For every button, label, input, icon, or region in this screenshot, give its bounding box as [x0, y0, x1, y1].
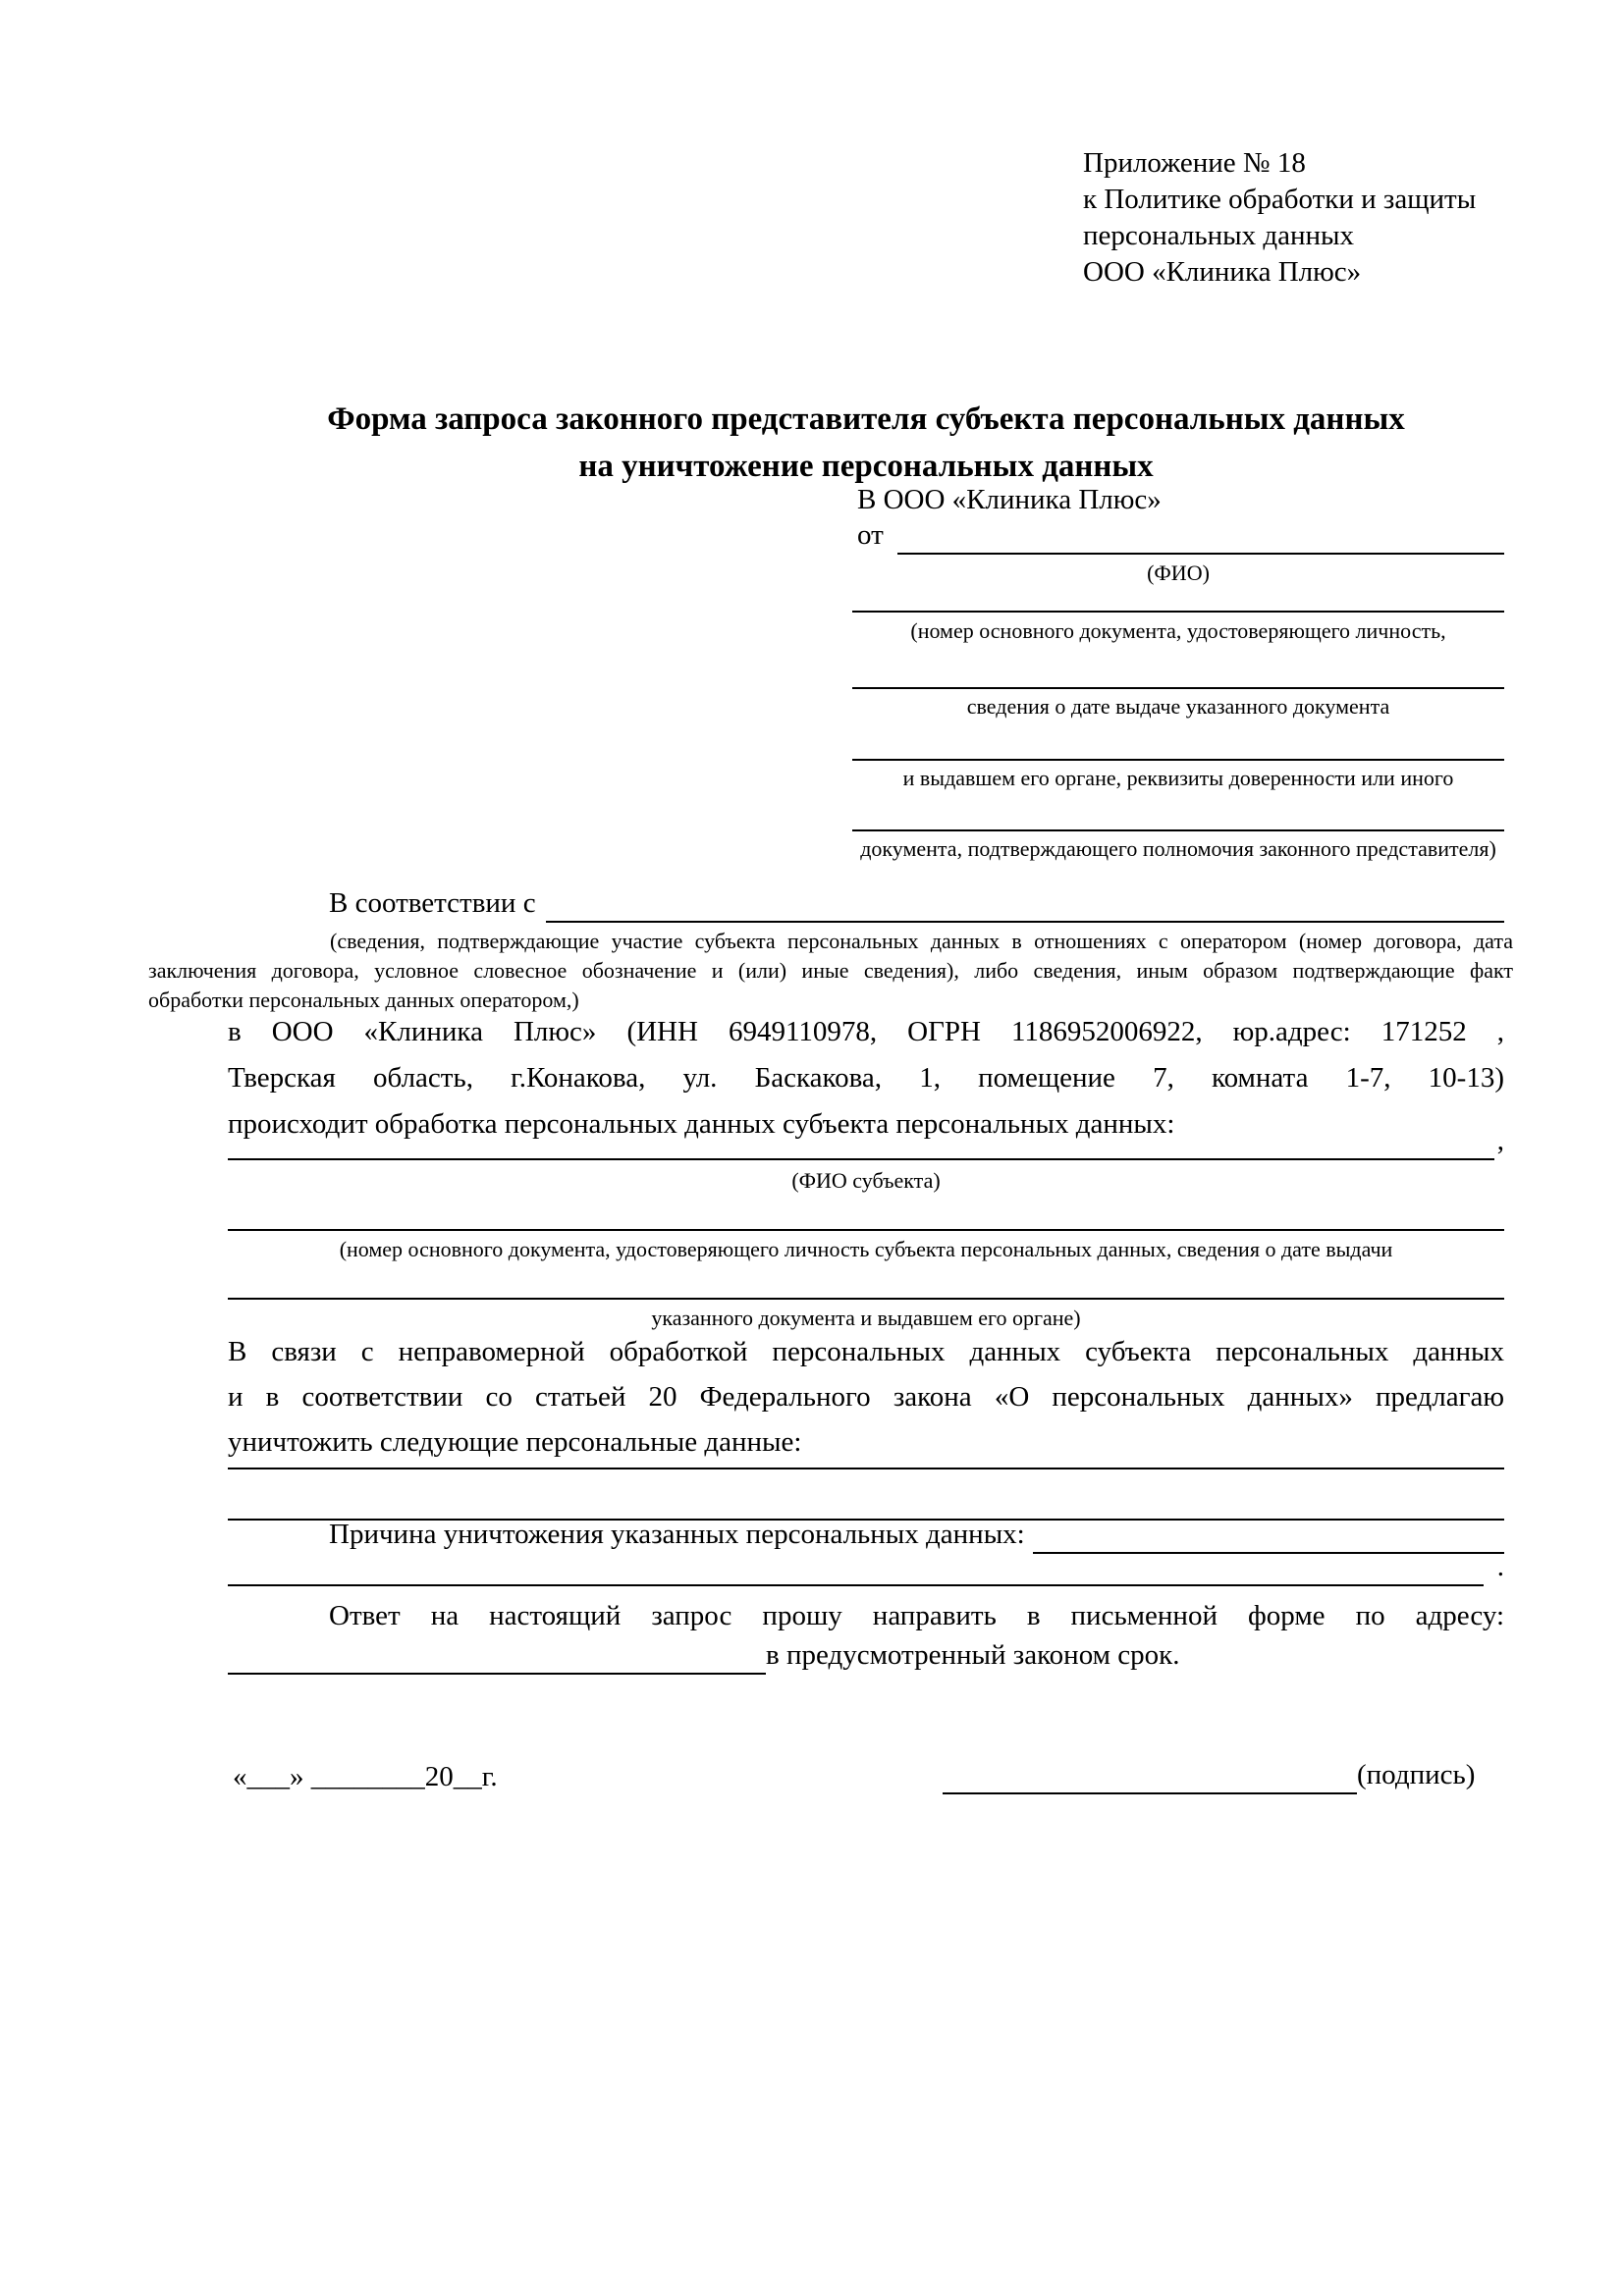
from-field [857, 519, 1504, 555]
demand-paragraph-line3: уничтожить следующие персональные данные: [228, 1426, 802, 1458]
blank-line-issuing-authority [852, 729, 1504, 761]
response-intro: Ответ на настоящий запрос прошу направить в письменной форме по адресу: [329, 1600, 1504, 1631]
issuing-authority-caption: и выдавшем его органе, реквизиты доверенности или иного [902, 766, 1454, 790]
reason-field [228, 1519, 1504, 1554]
subject-fio-comma: , [1496, 1125, 1504, 1157]
appendix-header [1083, 145, 1476, 291]
subject-doc-blank-line2 [228, 1268, 1504, 1300]
blank-line-issue-date [852, 658, 1504, 689]
appendix-header-line4: ООО «Клиника Плюс» [1083, 256, 1362, 288]
accordance-note-line3: обработки персональных данных оператором,) [148, 988, 579, 1012]
reason-blank-line [1033, 1552, 1504, 1554]
accordance-note-line2: заключения договора, условное словесное обозначение и (или) иные сведения), либо сведения, иным образом подтверждающие факт [148, 958, 1513, 983]
form-title [228, 396, 1504, 490]
appendix-header-line3: персональных данных [1083, 220, 1355, 251]
subject-fio-field [228, 1125, 1504, 1160]
reason-label: Причина уничтожения указанных персональных данных: [329, 1519, 1025, 1551]
data-to-destroy-blank-line1 [228, 1438, 1504, 1469]
response-address-blank-line [228, 1639, 766, 1675]
accordance-blank-line [546, 921, 1504, 923]
from-label: от [857, 519, 884, 552]
blank-line-powers-doc [852, 800, 1504, 831]
subject-doc-caption1: (номер основного документа, удостоверяющего личность субъекта персональных данных, сведения о дате выдачи [339, 1237, 1393, 1261]
powers-doc-caption: документа, подтверждающего полномочия законного представителя) [860, 836, 1496, 861]
from-blank-line [897, 553, 1504, 555]
accordance-note-line1: (сведения, подтверждающие участие субъекта персональных данных в отношениях с оператором (номер договора, дата [330, 929, 1513, 953]
doc-number-caption: (номер основного документа, удостоверяющего личность, [910, 618, 1446, 643]
accordance-field [228, 885, 1504, 923]
blank-line-doc-number [852, 583, 1504, 613]
reason-continuation-blank-line [228, 1584, 1484, 1586]
response-address-field [228, 1641, 1504, 1675]
operator-paragraph-line3: происходит обработка персональных данных субъекта персональных данных: [228, 1108, 1175, 1140]
response-tail: в предусмотренный законом срок. [766, 1639, 1180, 1672]
operator-paragraph-line1: в ООО «Клиника Плюс» (ИНН 6949110978, ОГРН 1186952006922, юр.адрес: 171252 , [228, 1016, 1504, 1047]
addressee-org: В ООО «Клиника Плюс» [857, 484, 1162, 515]
data-to-destroy-blank-line2 [228, 1489, 1504, 1521]
signature-blank-line [943, 1757, 1357, 1794]
demand-paragraph-line2: и в соответствии со статьей 20 Федерального закона «О персональных данных» предлагаю [228, 1381, 1504, 1413]
signature-caption: (подпись) [1357, 1759, 1476, 1791]
fio-caption: (ФИО) [1147, 561, 1210, 585]
appendix-header-line2: к Политике обработки и защиты [1083, 184, 1477, 215]
form-title-line1: Форма запроса законного представителя субъекта персональных данных [327, 401, 1405, 437]
subject-fio-blank-line [228, 1158, 1494, 1160]
issue-date-caption: сведения о дате выдаче указанного документа [966, 694, 1390, 719]
demand-paragraph-line1: В связи с неправомерной обработкой персональных данных субъекта персональных данных [228, 1336, 1504, 1367]
reason-continuation-field [228, 1551, 1504, 1586]
accordance-note [148, 927, 1513, 1015]
accordance-label: В соответствии с [329, 887, 536, 920]
subject-doc-blank-line [228, 1200, 1504, 1231]
signature-date: «___» ________20__г. [233, 1761, 498, 1792]
signature-field [943, 1759, 1504, 1794]
form-title-line2: на уничтожение персональных данных [578, 449, 1154, 484]
operator-paragraph [228, 1009, 1504, 1148]
operator-paragraph-line2: Тверская область, г.Конакова, ул. Баскакова, 1, помещение 7, комната 1-7, 10-13) [228, 1062, 1504, 1094]
reason-period: . [1496, 1551, 1504, 1583]
subject-doc-caption2: указанного документа и выдавшем его органе) [651, 1306, 1081, 1330]
subject-fio-caption: (ФИО субъекта) [791, 1168, 941, 1193]
appendix-header-line1: Приложение № 18 [1083, 147, 1306, 179]
